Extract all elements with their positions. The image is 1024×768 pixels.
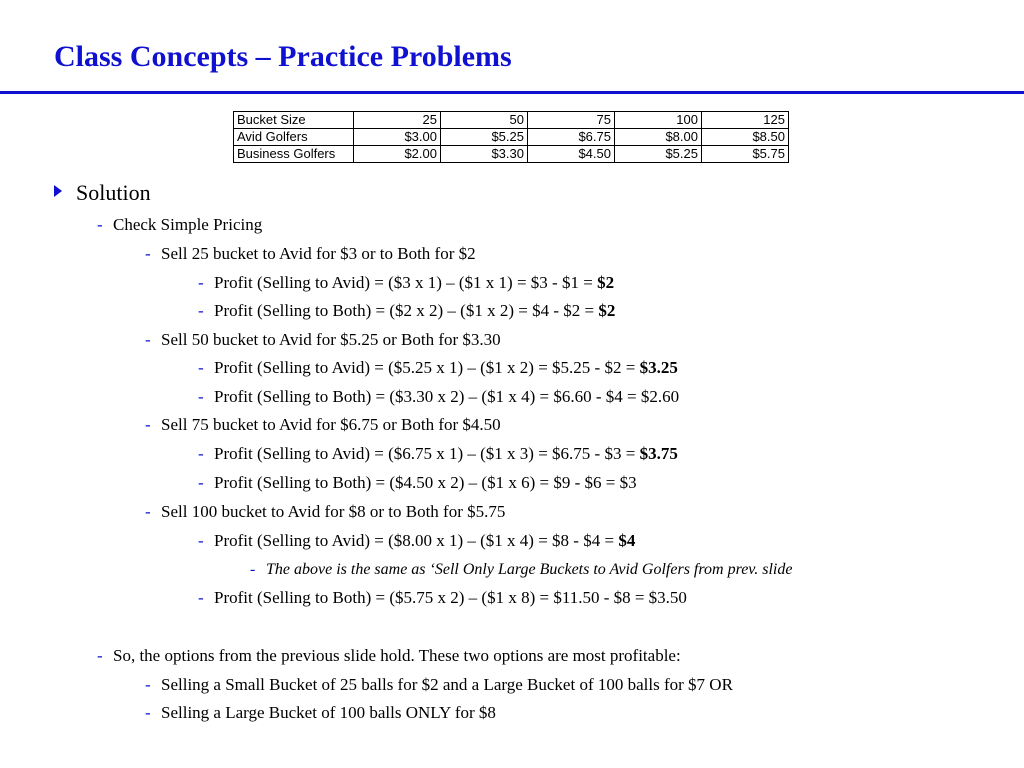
table-cell: $6.75: [528, 129, 615, 146]
title-divider: [0, 91, 1024, 94]
solution-heading: Solution: [76, 180, 151, 205]
list-item: [198, 300, 615, 322]
table-cell: $3.30: [441, 146, 528, 163]
check-pricing-text: Check Simple Pricing: [113, 215, 263, 234]
dash-bullet: -: [198, 473, 204, 492]
sell-25-text: Sell 25 bucket to Avid for $3 or to Both for $2: [161, 244, 476, 263]
triangle-bullet-icon: [54, 185, 62, 197]
list-item: [145, 674, 733, 696]
table-cell: $2.00: [354, 146, 441, 163]
list-item: [145, 501, 505, 523]
table-row: [234, 112, 789, 129]
option-2-text: Selling a Large Bucket of 100 balls ONLY for $8: [161, 703, 496, 722]
conclusion-text: So, the options from the previous slide hold. These two options are most profitable:: [113, 646, 681, 665]
dash-bullet: -: [198, 273, 204, 292]
table-cell: $5.25: [441, 129, 528, 146]
dash-bullet: -: [250, 561, 256, 578]
list-item: [198, 443, 678, 465]
table-cell: $5.75: [702, 146, 789, 163]
note-text: The above is the same as ‘Sell Only Large Buckets to Avid Golfers from prev. slide: [266, 561, 793, 578]
profit-avid-50-result: $3.25: [639, 358, 678, 377]
table-cell: 25: [354, 112, 441, 129]
list-item: [97, 214, 262, 236]
row-label: Avid Golfers: [234, 129, 354, 146]
dash-bullet: -: [145, 244, 151, 263]
list-item: [198, 272, 614, 294]
dash-bullet: -: [97, 215, 103, 234]
profit-avid-25-result: $2: [597, 273, 615, 292]
profit-avid-100: Profit (Selling to Avid) = ($8.00 x 1) – ($1 x 4) = $8 - $4 =: [214, 531, 619, 550]
table-cell: 75: [528, 112, 615, 129]
dash-bullet: -: [198, 444, 204, 463]
profit-avid-75-result: $3.75: [639, 444, 678, 463]
profit-both-25-result: $2: [598, 301, 616, 320]
dash-bullet: -: [145, 502, 151, 521]
profit-both-50: Profit (Selling to Both) = ($3.30 x 2) – ($1 x 4) = $6.60 - $4 = $2.60: [214, 387, 680, 406]
list-item: [97, 645, 681, 667]
list-item: [145, 243, 476, 265]
table-cell: 100: [615, 112, 702, 129]
sell-50-text: Sell 50 bucket to Avid for $5.25 or Both for $3.30: [161, 330, 501, 349]
dash-bullet: -: [97, 646, 103, 665]
table-row: [234, 146, 789, 163]
table-cell: $5.25: [615, 146, 702, 163]
profit-avid-75: Profit (Selling to Avid) = ($6.75 x 1) – ($1 x 3) = $6.75 - $3 =: [214, 444, 640, 463]
table-row: [234, 129, 789, 146]
dash-bullet: -: [198, 358, 204, 377]
list-item: [198, 587, 687, 609]
dash-bullet: -: [145, 703, 151, 722]
list-item: [198, 386, 679, 408]
row-label: Bucket Size: [234, 112, 354, 129]
table-cell: 50: [441, 112, 528, 129]
profit-both-25: Profit (Selling to Both) = ($2 x 2) – ($1 x 2) = $4 - $2 =: [214, 301, 599, 320]
pricing-table: [233, 111, 789, 163]
profit-both-75: Profit (Selling to Both) = ($4.50 x 2) – ($1 x 6) = $9 - $6 = $3: [214, 473, 637, 492]
list-item: [198, 530, 635, 552]
dash-bullet: -: [198, 588, 204, 607]
profit-avid-50: Profit (Selling to Avid) = ($5.25 x 1) – ($1 x 2) = $5.25 - $2 =: [214, 358, 640, 377]
option-1-text: Selling a Small Bucket of 25 balls for $2 and a Large Bucket of 100 balls for $7 OR: [161, 675, 733, 694]
list-item: [145, 329, 501, 351]
dash-bullet: -: [145, 415, 151, 434]
dash-bullet: -: [145, 330, 151, 349]
profit-avid-25: Profit (Selling to Avid) = ($3 x 1) – ($1 x 1) = $3 - $1 =: [214, 273, 598, 292]
list-item: [145, 702, 496, 724]
dash-bullet: -: [198, 531, 204, 550]
table-cell: 125: [702, 112, 789, 129]
sell-100-text: Sell 100 bucket to Avid for $8 or to Both for $5.75: [161, 502, 506, 521]
profit-avid-100-result: $4: [618, 531, 636, 550]
row-label: Business Golfers: [234, 146, 354, 163]
list-item: [198, 472, 637, 494]
dash-bullet: -: [145, 675, 151, 694]
dash-bullet: -: [198, 387, 204, 406]
sell-75-text: Sell 75 bucket to Avid for $6.75 or Both for $4.50: [161, 415, 501, 434]
table-cell: $3.00: [354, 129, 441, 146]
table-cell: $4.50: [528, 146, 615, 163]
dash-bullet: -: [198, 301, 204, 320]
profit-both-100: Profit (Selling to Both) = ($5.75 x 2) – ($1 x 8) = $11.50 - $8 = $3.50: [214, 588, 687, 607]
list-item: [145, 414, 501, 436]
list-item: [250, 559, 792, 581]
table-cell: $8.50: [702, 129, 789, 146]
slide-title: Class Concepts – Practice Problems: [54, 40, 512, 73]
list-item: [198, 357, 678, 379]
solution-bullet: [54, 180, 151, 206]
table-cell: $8.00: [615, 129, 702, 146]
